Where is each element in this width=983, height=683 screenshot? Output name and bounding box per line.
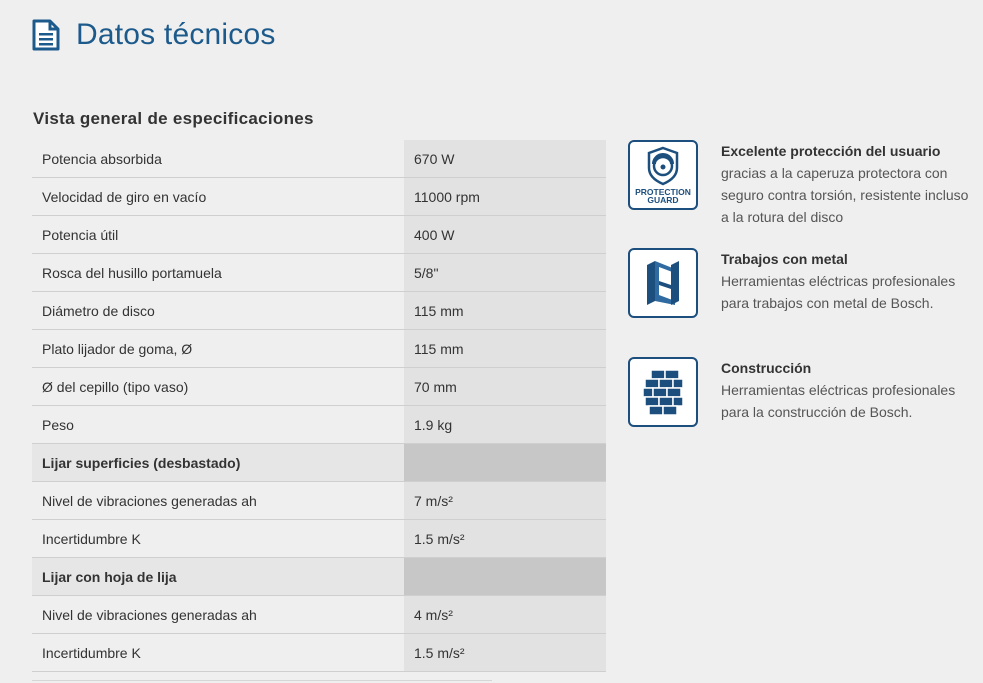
protection-text: PROTECTION [635,187,691,197]
table-row [32,520,606,558]
table-row [32,596,606,634]
feature-protection [628,140,978,228]
feature-text [721,140,978,228]
spec-value: 5/8" [404,254,606,292]
spec-label: Nivel de vibraciones generadas ah [32,596,404,634]
guard-text: GUARD [647,195,679,205]
spec-label: Diámetro de disco [32,292,404,330]
spec-label: Incertidumbre K [32,634,404,672]
header [32,18,276,52]
spec-value: 1.5 m/s² [404,520,606,558]
spec-value: 670 W [404,140,606,178]
table-row [32,254,606,292]
divider [32,680,492,681]
table-row [32,216,606,254]
feature-title: Construcción [721,360,812,376]
table-row [32,140,606,178]
spec-value: 115 mm [404,292,606,330]
spec-label: Lijar superficies (desbastado) [32,444,404,482]
spec-value [404,558,606,596]
spec-label: Potencia útil [32,216,404,254]
spec-value: 1.5 m/s² [404,634,606,672]
table-group-row [32,444,606,482]
spec-value: 7 m/s² [404,482,606,520]
spec-label: Plato lijador de goma, Ø [32,330,404,368]
table-row [32,482,606,520]
feature-text [721,357,978,427]
feature-description: Herramientas eléctricas profesionales para trabajos con metal de Bosch. [721,273,956,311]
feature-text [721,248,978,318]
spec-label: Ø del cepillo (tipo vaso) [32,368,404,406]
spec-label: Nivel de vibraciones generadas ah [32,482,404,520]
feature-title: Trabajos con metal [721,251,848,267]
spec-value: 1.9 kg [404,406,606,444]
document-icon [32,19,60,51]
feature-description: gracias a la caperuza protectora con seguro contra torsión, resistente incluso a la rotura del disco [721,165,969,225]
spec-label: Potencia absorbida [32,140,404,178]
protection-guard-icon [628,140,698,210]
spec-label: Velocidad de giro en vacío [32,178,404,216]
feature-construction [628,357,978,427]
table-row [32,406,606,444]
table-row [32,330,606,368]
spec-label: Incertidumbre K [32,520,404,558]
spec-value: 4 m/s² [404,596,606,634]
feature-title: Excelente protección del usuario [721,143,941,159]
spec-value: 115 mm [404,330,606,368]
spec-label: Rosca del husillo portamuela [32,254,404,292]
table-row [32,634,606,672]
table-group-row [32,558,606,596]
spec-value: 11000 rpm [404,178,606,216]
table-row [32,178,606,216]
brick-wall-icon [628,357,698,427]
table-row [32,292,606,330]
page-title: Datos técnicos [76,18,276,51]
feature-description: Herramientas eléctricas profesionales para la construcción de Bosch. [721,382,956,420]
spec-value [404,444,606,482]
metal-beam-icon [628,248,698,318]
section-title: Vista general de especificaciones [33,109,314,128]
table-row [32,368,606,406]
spec-value: 70 mm [404,368,606,406]
spec-table [32,140,606,672]
spec-label: Peso [32,406,404,444]
spec-label: Lijar con hoja de lija [32,558,404,596]
spec-value: 400 W [404,216,606,254]
feature-metal [628,248,978,318]
